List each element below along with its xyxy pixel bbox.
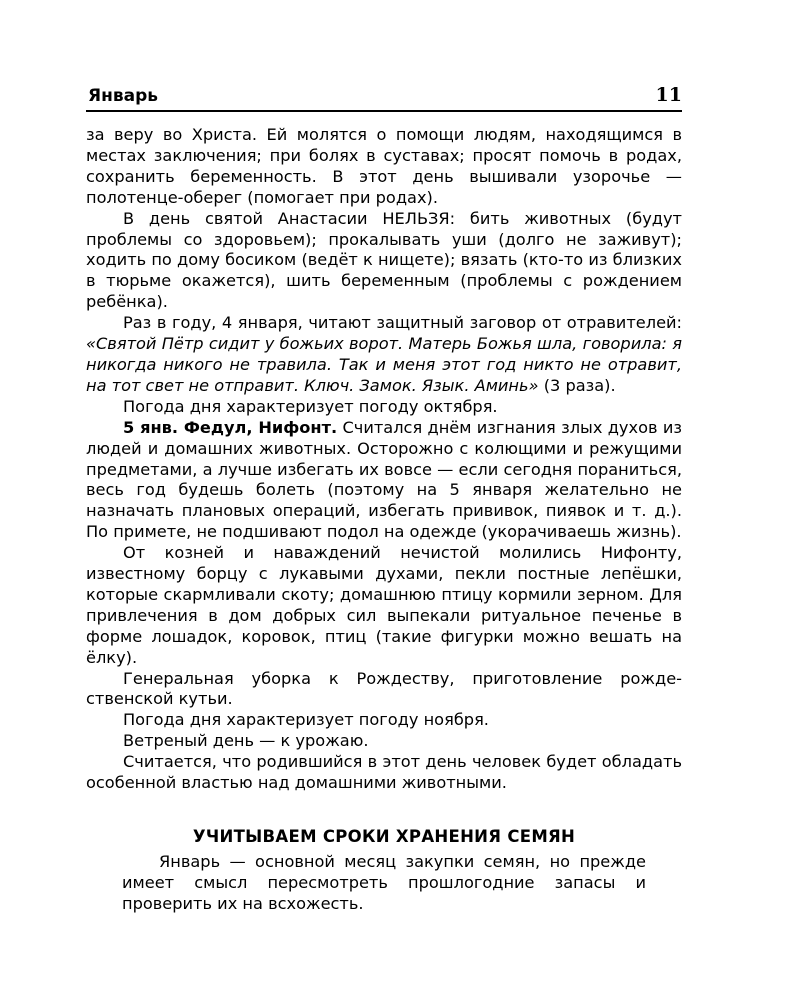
section-paragraph: Январь — основной месяц закупки семян, но прежде имеет смысл пересмотреть прошлогодние запасы и проверить их на всхожесть. (122, 852, 646, 913)
header-section-title: Январь (88, 86, 158, 106)
paragraph-5-text: Считался днём изгнания злых духов из людей и домашних животных. Осторожно с колющими и режущими предметами, а лучше избегать их вовсе — если сегодня пораниться, весь год будешь болеть (поэтому на 5 января желательно не назначать плановых операций, избегать прививок, пиявок и т. д.). По примете, не подшивают подол на одежде (укорачиваешь жизнь). (86, 417, 682, 542)
date-heading: 5 янв. Федул, Нифонт. (123, 417, 338, 437)
paragraph-3-tail: (3 раза). (538, 375, 616, 395)
paragraph-3-intro: Раз в году, 4 января, читают защитный заговор от отравителей: (123, 313, 682, 333)
section-text (122, 852, 646, 915)
paragraph-3 (86, 313, 682, 397)
paragraph-5 (86, 418, 682, 543)
page-number: 11 (655, 84, 682, 106)
paragraph-4: Погода дня характеризует погоду октября. (123, 396, 498, 416)
paragraph-8: Погода дня характеризует погоду ноября. (123, 710, 489, 730)
protective-charm-quote: «Святой Пётр сидит у божьих ворот. Матерь Божья шла, говорила: я никогда никого не травила. Так и меня этот год никто не отравит, на тот свет не отправит. Ключ. Замок. Язык. Аминь» (86, 334, 682, 395)
section-heading: УЧИТЫВАЕМ СРОКИ ХРАНЕНИЯ СЕМЯН (192, 827, 576, 846)
paragraph-2: В день святой Анастасии НЕЛЬЗЯ: бить животных (будут проблемы со здоровьем); прокалывать уши (долго не заживут); ходить по дому босиком (ведёт к нищете); вязать (кто-то из близких в тюрьме окажется), шить беременным (проблемы с рождением ребёнка). (86, 208, 682, 312)
paragraph-9: Ветреный день — к урожаю. (123, 731, 369, 751)
main-text (86, 125, 682, 794)
paragraph-1: за веру во Христа. Ей молятся о помощи людям, находящимся в местах заключения; при болях в суставах; просят помочь в родах, сохранить беременность. В этот день вышивали узорочье — полотенце-оберег (помогает при родах). (86, 125, 682, 207)
paragraph-6: От козней и наваждений нечистой молились Нифонту, известному борцу с лукавыми духами, пекли постные лепёшки, которые скармливали скоту; домашнюю птицу кормили зерном. Для привлечения в дом добрых сил выпекали ритуальное печенье в форме лошадок, коровок, птиц (такие фигурки можно вешать на ёлку). (86, 543, 682, 667)
running-header (86, 84, 682, 112)
paragraph-7: Генеральная уборка к Рождеству, приготовление рождественской кутьи. (86, 668, 682, 709)
paragraph-10: Считается, что родившийся в этот день человек будет обладать особенной властью над домашними животными. (86, 752, 682, 793)
